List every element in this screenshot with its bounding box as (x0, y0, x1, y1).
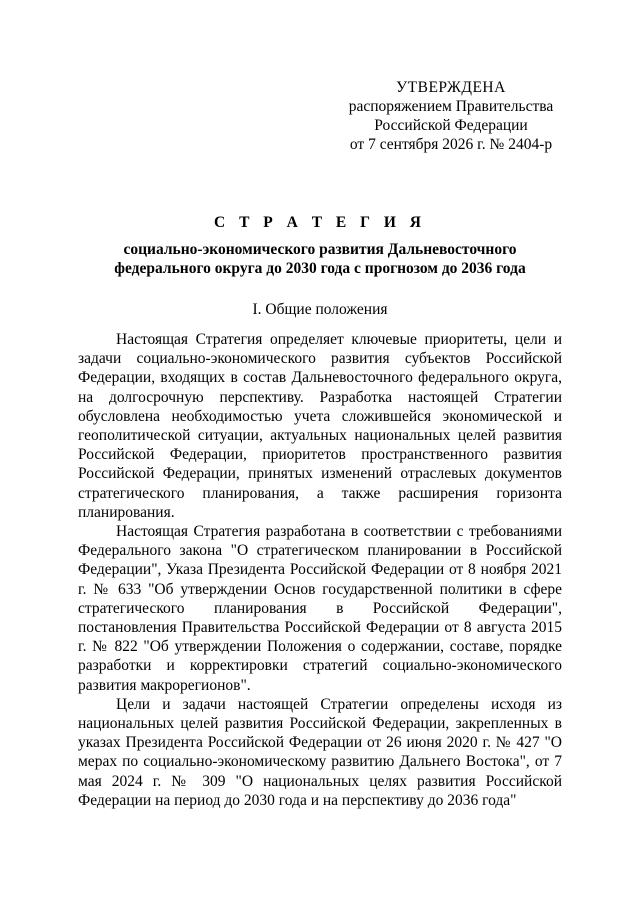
paragraph-2: Настоящая Стратегия разработана в соответствии с требованиями Федерального закона "О стратегическом планировании в Российской Федерации", Указа Президента Российской Федерации от 8 ноября 2021 г. № 633 "Об утверждении Основ государственной политики в сфере стратегического планирования в Российской Федерации", постановления Правительства Российской Федерации от 8 августа 2015 г. № 822 "Об утверждении Положения о содержании, составе, порядке разработки и корректировки стратегий социально-экономического развития макрорегионов". (78, 523, 562, 694)
paragraph-3: Цели и задачи настоящей Стратегии определены исходя из национальных целей развития Российской Федерации, закрепленных в указах Президента Российской Федерации от 26 июня 2020 г. № 427 "О мерах по социально-экономическому развитию Дальнего Востока", от 7 мая 2024 г. № 309 "О национальных целях развития Российской Федерации на период до 2030 года и на перспективу до 2036 года" (78, 695, 562, 809)
approval-issuer: распоряжением Правительства (348, 98, 554, 115)
document-title: С Т Р А Т Е Г И Я (214, 214, 426, 231)
section-heading: I. Общие положения (252, 301, 388, 318)
approval-issuer-country: Российской Федерации (374, 117, 528, 134)
document-subtitle (78, 240, 562, 278)
paragraph-1: Настоящая Стратегия определяет ключевые приоритеты, цели и задачи социально-экономического развития субъектов Российской Федерации, входящих в состав Дальневосточного федерального округа, на долгосрочную перспективу. Разработка настоящей Стратегии обусловлена необходимостью учета сложившейся экономической и геополитической ситуации, актуальных национальных целей развития Российской Федерации, приоритетов пространственного развития Российской Федерации, принятых изменений отраслевых документов стратегического планирования, а также расширения горизонта планирования. (78, 331, 562, 521)
approval-block (340, 78, 562, 154)
document-subtitle-line-1: социально-экономического развития Дальневосточного (123, 241, 517, 258)
document-subtitle-line-2: федерального округа до 2030 года с прогнозом до 2036 года (114, 260, 526, 277)
body-text (78, 330, 562, 810)
approval-heading: УТВЕРЖДЕНА (396, 79, 506, 96)
approval-date-number: от 7 сентября 2026 г. № 2404-р (349, 136, 553, 153)
